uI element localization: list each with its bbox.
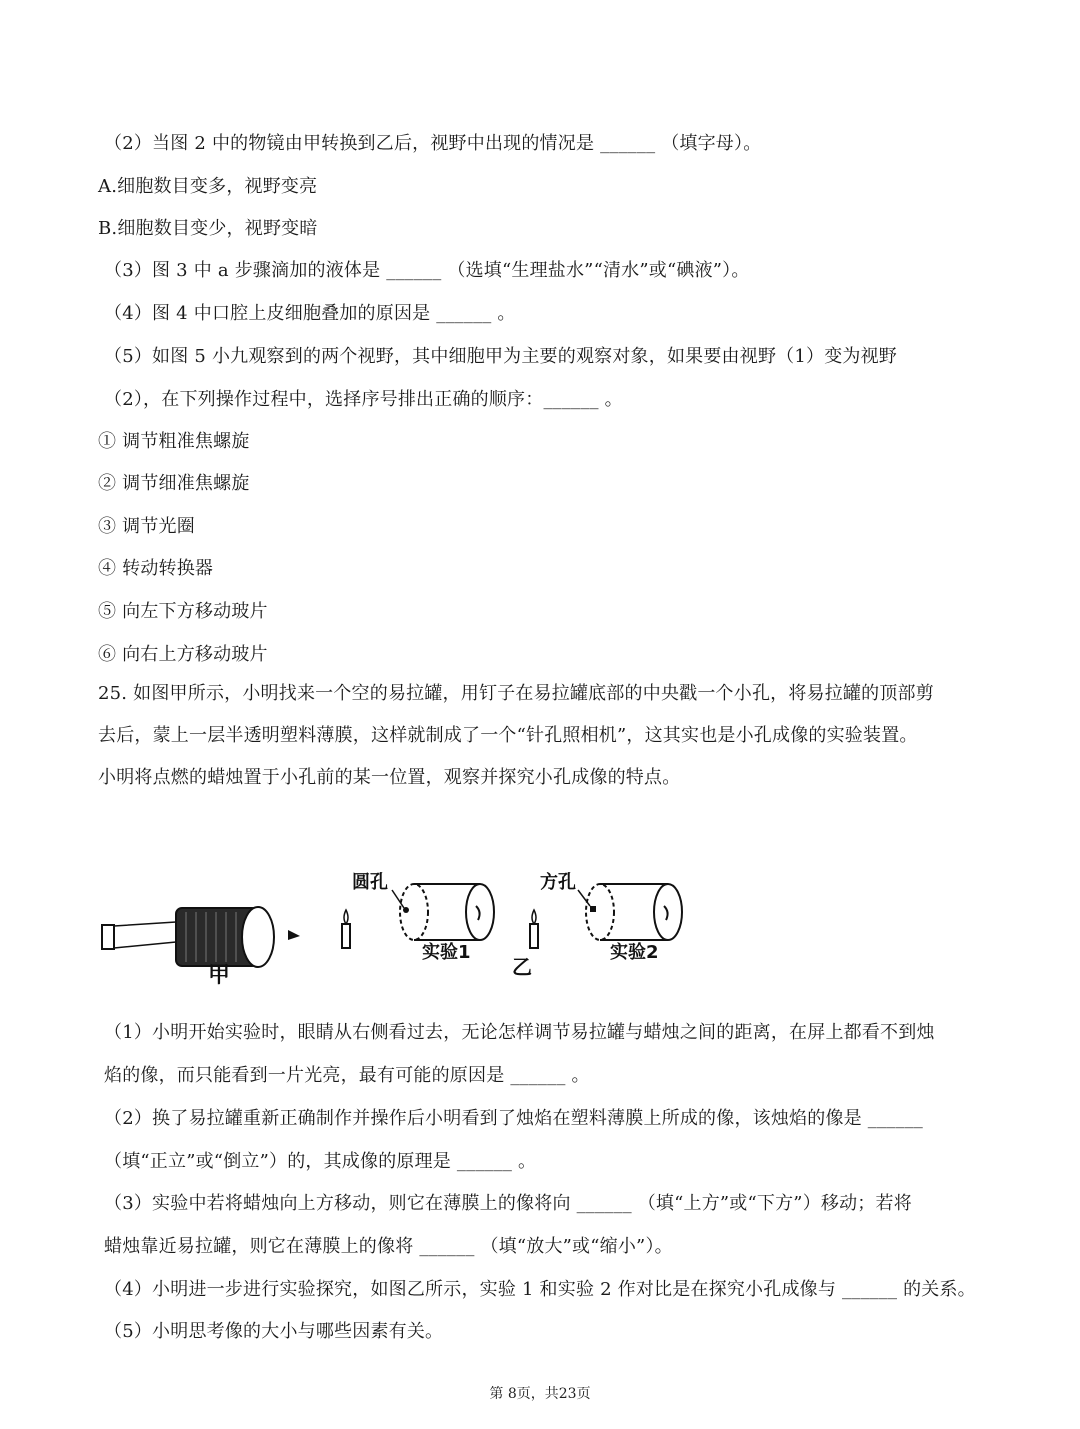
- question-25-intro-cont: 去后，蒙上一层半透明塑料薄膜，这样就制成了一个“针孔照相机”，这其实也是小孔成像的实验装置。: [98, 725, 918, 746]
- step-5: ⑤ 向左下方移动玻片: [98, 601, 268, 622]
- step-4: ④ 转动转换器: [98, 558, 214, 579]
- option-a: A.细胞数目变多，视野变亮: [98, 176, 318, 197]
- question-25-intro: 25. 如图甲所示，小明找来一个空的易拉罐，用钉子在易拉罐底部的中央戳一个小孔，将易拉罐的顶部剪: [98, 683, 934, 704]
- question-25-part-1: （1）小明开始实验时，眼睛从右侧看过去，无论怎样调节易拉罐与蜡烛之间的距离，在屏上都看不到烛: [104, 1022, 935, 1043]
- step-3: ③ 调节光圈: [98, 516, 195, 537]
- pinhole-camera-figure: [96, 862, 696, 987]
- question-24-part-5-cont: （2），在下列操作过程中，选择序号排出正确的顺序：______ 。: [104, 389, 623, 410]
- option-b: B.细胞数目变少，视野变暗: [98, 218, 318, 239]
- label-jia: 甲: [208, 963, 231, 987]
- step-1: ① 调节粗准焦螺旋: [98, 431, 250, 452]
- page-footer: 第 8页，共23页: [489, 1386, 591, 1402]
- label-round-hole: 圆孔: [352, 872, 388, 893]
- question-25-part-1-cont: 焰的像，而只能看到一片光亮，最有可能的原因是 ______ 。: [104, 1065, 590, 1086]
- question-25-intro-end: 小明将点燃的蜡烛置于小孔前的某一位置，观察并探究小孔成像的特点。: [98, 767, 681, 788]
- step-2: ② 调节细准焦螺旋: [98, 473, 250, 494]
- label-experiment-2: 实验2: [610, 942, 659, 963]
- label-square-hole: 方孔: [540, 872, 576, 893]
- question-25-part-5: （5）小明思考像的大小与哪些因素有关。: [104, 1321, 444, 1342]
- question-25-part-4: （4）小明进一步进行实验探究，如图乙所示，实验 1 和实验 2 作对比是在探究小孔成像与 ______ 的关系。: [104, 1279, 976, 1300]
- question-24-part-2: （2）当图 2 中的物镜由甲转换到乙后，视野中出现的情况是 ______ （填字母）。: [104, 133, 762, 154]
- question-25-part-3-cont: 蜡烛靠近易拉罐，则它在薄膜上的像将 ______ （填“放大”或“缩小”）。: [104, 1236, 673, 1257]
- question-24-part-5: （5）如图 5 小九观察到的两个视野，其中细胞甲为主要的观察对象，如果要由视野（1）变为视野: [104, 346, 897, 367]
- question-24-part-3: （3）图 3 中 a 步骤滴加的液体是 ______ （选填“生理盐水”“清水”或“碘液”）。: [104, 260, 750, 281]
- question-25-part-2: （2）换了易拉罐重新正确制作并操作后小明看到了烛焰在塑料薄膜上所成的像，该烛焰的像是 ______: [104, 1108, 923, 1129]
- label-yi: 乙: [512, 955, 532, 979]
- figure-experiment-2: [530, 871, 682, 963]
- figure-jia: [102, 907, 300, 987]
- question-25-part-2-cont: （填“正立”或“倒立”）的，其成像的原理是 ______ 。: [104, 1151, 537, 1172]
- step-6: ⑥ 向右上方移动玻片: [98, 644, 268, 665]
- figure-experiment-1: [342, 871, 494, 963]
- question-25-part-3: （3）实验中若将蜡烛向上方移动，则它在薄膜上的像将向 ______ （填“上方”或“下方”）移动；若将: [104, 1193, 912, 1214]
- label-experiment-1: 实验1: [422, 942, 471, 963]
- question-24-part-4: （4）图 4 中口腔上皮细胞叠加的原因是 ______ 。: [104, 303, 516, 324]
- pinhole-figure-drawing: [96, 862, 696, 987]
